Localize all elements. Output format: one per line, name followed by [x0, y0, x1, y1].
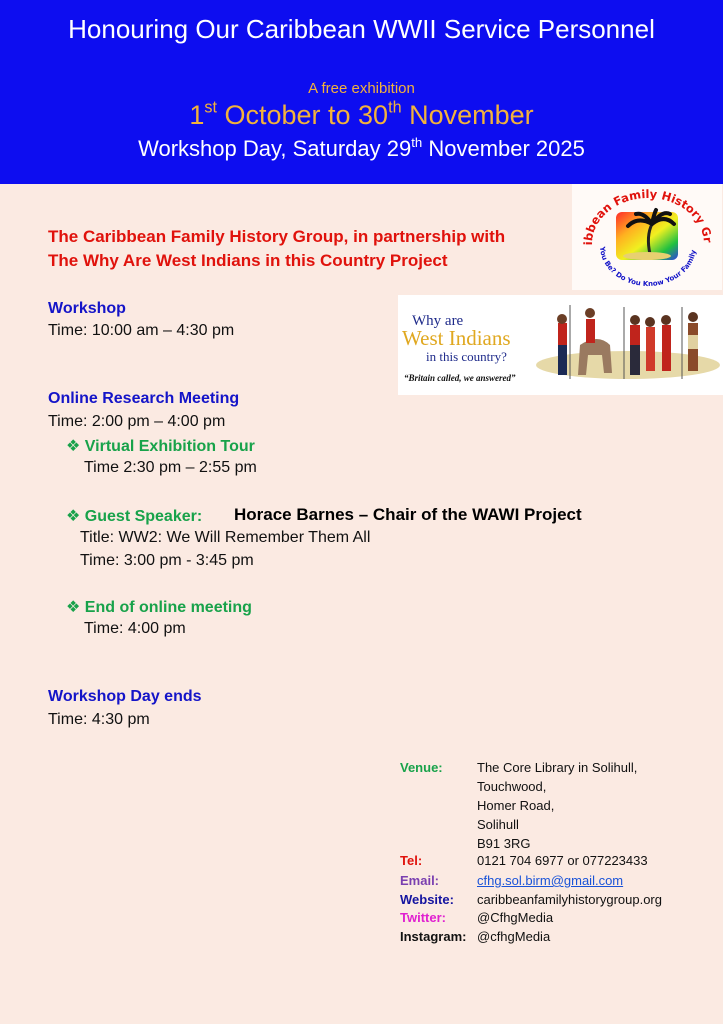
guest-speaker-label: Guest Speaker: [84, 508, 203, 525]
talk-time: Time: 3:00 pm - 3:45 pm [80, 552, 254, 569]
workshop-day-pre: Workshop Day, Saturday 29 [138, 136, 412, 161]
venue-line: Solihull [477, 817, 519, 832]
bullet-icon: ❖ [66, 438, 81, 455]
header-banner [0, 0, 723, 184]
logo-arc-top-text: ibbean Family History Gr [580, 186, 716, 246]
email-label: Email: [400, 873, 440, 888]
exhibition-dates [0, 100, 723, 131]
workshop-end-heading: Workshop Day ends [48, 688, 202, 705]
tel-label: Tel: [400, 853, 423, 868]
date-start-sup: st [204, 98, 217, 117]
venue-line: Homer Road, [477, 798, 555, 813]
twitter-label: Twitter: [400, 910, 446, 925]
online-meeting-heading: Online Research Meeting [48, 390, 240, 407]
date-end: November [401, 100, 534, 130]
wawi-line2: West Indians [402, 326, 511, 350]
email-link[interactable]: cfhg.sol.birm@gmail.com [477, 873, 624, 888]
workshop-day-date [0, 136, 723, 162]
instagram-label: Instagram: [400, 929, 467, 944]
workshop-day-sup: th [411, 134, 423, 150]
venue-line: B91 3RG [477, 836, 531, 851]
workshop-time: Time: 10:00 am – 4:30 pm [48, 322, 235, 339]
instagram-value: @cfhgMedia [477, 929, 551, 944]
wawi-line3: in this country? [426, 349, 507, 364]
end-online-label: End of online meeting [84, 599, 252, 616]
wawi-logo-graphic [398, 295, 723, 395]
tel-value: 0121 704 6977 or 077223433 [477, 853, 648, 868]
virtual-tour-label: Virtual Exhibition Tour [84, 438, 255, 455]
bullet-icon: ❖ [66, 508, 81, 525]
virtual-tour-time: Time 2:30 pm – 2:55 pm [84, 459, 257, 476]
wawi-line1: Why are [412, 313, 464, 329]
free-exhibition-label: A free exhibition [308, 80, 415, 97]
date-mid: October to 30 [216, 100, 389, 130]
guest-speaker-item [66, 506, 202, 526]
talk-title: Title: WW2: We Will Remember Them All [80, 529, 371, 546]
workshop-end-time: Time: 4:30 pm [48, 711, 150, 728]
venue-line: Touchwood, [477, 779, 547, 794]
cfhg-logo [572, 184, 722, 290]
online-meeting-time: Time: 2:00 pm – 4:00 pm [48, 413, 226, 430]
workshop-day-post: November 2025 [422, 136, 585, 161]
end-online-time: Time: 4:00 pm [84, 620, 186, 637]
wawi-logo [398, 295, 723, 395]
website-value: caribbeanfamilyhistorygroup.org [477, 892, 662, 907]
bullet-icon: ❖ [66, 599, 81, 616]
logo-arc-bottom-text: You Be? Do You Know Your Family [597, 246, 698, 289]
workshop-heading: Workshop [48, 300, 126, 317]
intro-line-2: The Why Are West Indians in this Country Project [48, 251, 448, 270]
cfhg-logo-graphic [572, 184, 722, 290]
twitter-value: @CfhgMedia [477, 910, 554, 925]
venue-label: Venue: [400, 760, 443, 775]
page-title: Honouring Our Caribbean WWII Service Personnel [68, 14, 655, 44]
intro-line-1: The Caribbean Family History Group, in partnership with [48, 227, 506, 246]
virtual-tour-item [66, 436, 255, 456]
end-online-item [66, 597, 252, 617]
venue-line: The Core Library in Solihull, [477, 760, 638, 775]
date-end-sup: th [388, 98, 402, 117]
wawi-tagline: “Britain called, we answered” [404, 373, 516, 383]
date-start-num: 1 [189, 100, 205, 130]
website-label: Website: [400, 892, 454, 907]
guest-speaker-name: Horace Barnes – Chair of the WAWI Project [234, 505, 582, 524]
